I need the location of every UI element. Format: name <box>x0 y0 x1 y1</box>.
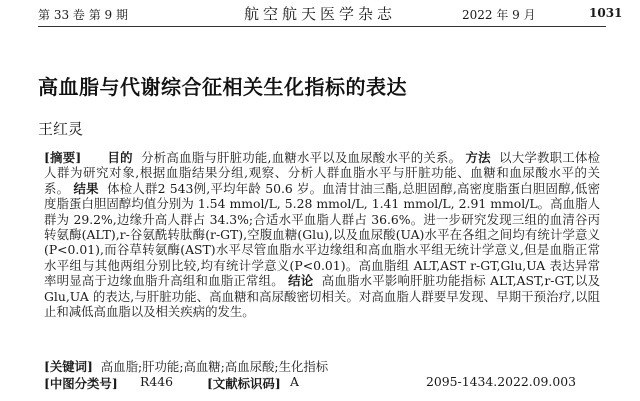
keywords-text: 高血脂;肝功能;高血糖;高血尿酸;生化指标 <box>100 359 329 374</box>
keywords <box>44 357 604 375</box>
result-label: 结果 <box>73 180 99 196</box>
abstract <box>44 150 600 319</box>
clc-code: R446 <box>140 374 173 389</box>
clc-label: [中图分类号] <box>44 376 118 391</box>
objective-label: 目的 <box>107 150 133 165</box>
method-text: 以大学教职工体检人群为研究对象,根据血脂结果分组,观察、分析人群血脂水平与肝脏功能、血糖和血尿酸水平的关系。 <box>44 150 600 196</box>
conclusion-text: 高血脂水平影响肝脏功能指标 ALT,AST,r-GT,以及 Glu,UA 的表达,与肝脏功能、高血糖和高尿酸密切相关。对高血脂人群要早发现、早期干预治疗,以阻止和减低高血脂以及相关疾病的发生。 <box>44 273 601 320</box>
page-number: 1031 <box>589 6 623 20</box>
author: 王红灵 <box>38 120 84 138</box>
doc-code: A <box>290 374 299 389</box>
abstract-label: [摘要] <box>44 150 82 165</box>
article-title: 高血脂与代谢综合征相关生化指标的表达 <box>38 75 407 99</box>
article-id: 2095-1434.2022.09.003 <box>426 374 577 389</box>
header-rule <box>38 26 606 27</box>
conclusion-label: 结论 <box>288 273 314 289</box>
volume-issue: 第 33 卷 第 9 期 <box>38 8 128 22</box>
keywords-label: [关键词] <box>44 359 93 374</box>
journal-name: 航空航天医学杂志 <box>243 5 396 23</box>
issue-date: 2022 年 9 月 <box>462 8 536 22</box>
method-label: 方法 <box>465 150 491 165</box>
objective-text: 分析高血脂与肝脏功能,血糖水平以及血尿酸水平的关系。 <box>141 150 462 165</box>
page-header <box>0 0 640 30</box>
doc-code-label: [文献标识码] <box>207 376 281 391</box>
result-text: 体检人群2 543例,平均年龄 50.6 岁。血清甘油三酯,总胆固醇,高密度脂蛋白胆固醇,低密度脂蛋白胆固醇均值分别为 1.54 mmol/L, 5.28 mmol/L, 1.41 mmol/L, 2.91 mmol/L。高血脂人群为 29.2%,边缘升高人群占 34.3%;合适水平血脂人群占 36.6%。进一步研究发现三组的血清谷丙转氨酶(ALT),r-谷氨酰转肽酶(r-GT),空腹血糖(Glu),以及血尿酸(UA)水平在各组之间均有统计学意义(P<0.01),而谷草转氨酶(AST)水平尽管血脂水平边缘组和高血脂水平组无统计学意义,但是血脂正常水平组与其他两组分别比较,均有统计学意义(P<0.01)。高血脂组 ALT,AST r-GT,Glu,UA 表达异常率明显高于边缘血脂升高组和血脂正常组。 <box>44 180 600 289</box>
